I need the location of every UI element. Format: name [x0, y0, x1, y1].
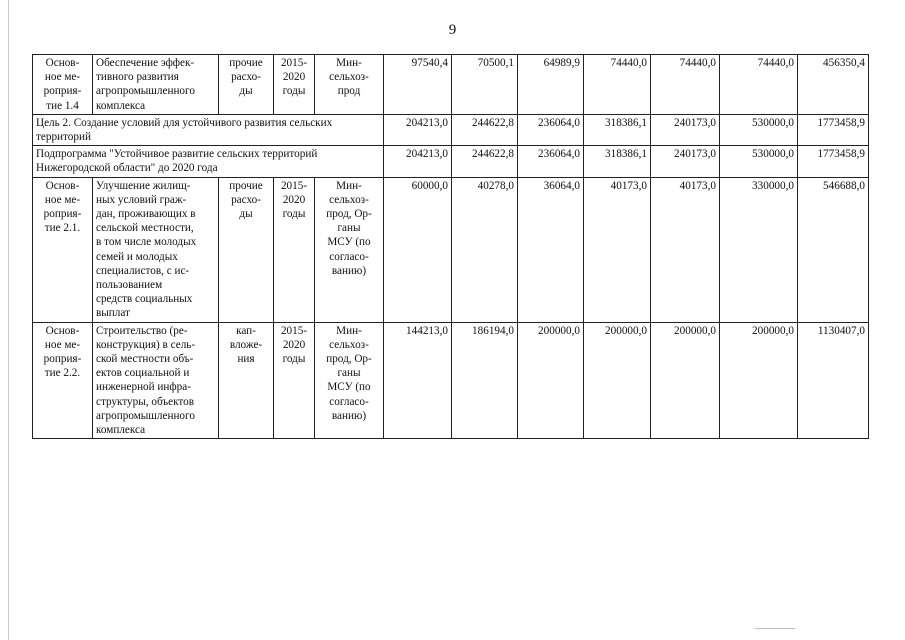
- value-2019: 74440,0: [651, 55, 720, 115]
- value-2016: 186194,0: [452, 322, 518, 439]
- value-2019: 40173,0: [651, 177, 720, 322]
- period: 2015- 2020 годы: [274, 55, 315, 115]
- value-2016: 244622,8: [452, 114, 518, 145]
- executor: Мин- сельхоз- прод, Ор- ганы МСУ (по согласо- ванию): [315, 177, 384, 322]
- measure-row: [33, 177, 869, 322]
- value-2015: 144213,0: [384, 322, 452, 439]
- value-2018: 74440,0: [584, 55, 651, 115]
- value-2015: 204213,0: [384, 146, 452, 177]
- measure-row: [33, 55, 869, 115]
- value-2019: 200000,0: [651, 322, 720, 439]
- value-2017: 36064,0: [518, 177, 584, 322]
- value-2020: 200000,0: [720, 322, 798, 439]
- value-2017: 236064,0: [518, 114, 584, 145]
- summary-title: Подпрограмма "Устойчивое развитие сельских территорий Нижегородской области" до 2020 года: [33, 146, 384, 177]
- value-2020: 330000,0: [720, 177, 798, 322]
- value-2018: 200000,0: [584, 322, 651, 439]
- value-2015: 204213,0: [384, 114, 452, 145]
- measure-code: Основ- ное ме- роприя- тие 2.2.: [33, 322, 93, 439]
- table-body: [33, 55, 869, 439]
- measure-code: Основ- ное ме- роприя- тие 1.4: [33, 55, 93, 115]
- measure-title: Обеспечение эффек- тивного развития агропромышленного комплекса: [93, 55, 219, 115]
- value-2017: 64989,9: [518, 55, 584, 115]
- value-total: 456350,4: [798, 55, 869, 115]
- executor: Мин- сельхоз- прод: [315, 55, 384, 115]
- executor: Мин- сельхоз- прод, Ор- ганы МСУ (по согласо- ванию): [315, 322, 384, 439]
- value-2020: 530000,0: [720, 146, 798, 177]
- measure-title: Улучшение жилищ- ных условий граж- дан, проживающих в сельской местности, в том числе молодых семей и молодых специалистов, с ис- пользованием средств социальных выплат: [93, 177, 219, 322]
- expense-type: прочие расхо- ды: [219, 55, 274, 115]
- page-number: 9: [448, 22, 457, 38]
- period: 2015- 2020 годы: [274, 322, 315, 439]
- value-2018: 318386,1: [584, 146, 651, 177]
- value-total: 1773458,9: [798, 114, 869, 145]
- summary-row: [33, 114, 869, 145]
- value-2018: 318386,1: [584, 114, 651, 145]
- measure-title: Строительство (ре- конструкция) в сель- ской местности объ- ектов социальной и инженерной инфра- структуры, объектов агропромышленного комплекса: [93, 322, 219, 439]
- value-2017: 236064,0: [518, 146, 584, 177]
- value-2016: 40278,0: [452, 177, 518, 322]
- measure-code: Основ- ное ме- роприя- тие 2.1.: [33, 177, 93, 322]
- expense-type: кап- вложе- ния: [219, 322, 274, 439]
- measure-row: [33, 322, 869, 439]
- value-total: 546688,0: [798, 177, 869, 322]
- value-2020: 530000,0: [720, 114, 798, 145]
- value-2019: 240173,0: [651, 146, 720, 177]
- scan-mark: [755, 628, 795, 629]
- expense-type: прочие расхо- ды: [219, 177, 274, 322]
- value-2015: 60000,0: [384, 177, 452, 322]
- value-2016: 70500,1: [452, 55, 518, 115]
- value-2019: 240173,0: [651, 114, 720, 145]
- value-2017: 200000,0: [518, 322, 584, 439]
- budget-table: [32, 54, 869, 439]
- value-total: 1773458,9: [798, 146, 869, 177]
- value-2015: 97540,4: [384, 55, 452, 115]
- summary-row: [33, 146, 869, 177]
- summary-title: Цель 2. Создание условий для устойчивого развития сельских территорий: [33, 114, 384, 145]
- value-2018: 40173,0: [584, 177, 651, 322]
- value-total: 1130407,0: [798, 322, 869, 439]
- value-2016: 244622,8: [452, 146, 518, 177]
- value-2020: 74440,0: [720, 55, 798, 115]
- period: 2015- 2020 годы: [274, 177, 315, 322]
- scan-border-line: [8, 0, 9, 640]
